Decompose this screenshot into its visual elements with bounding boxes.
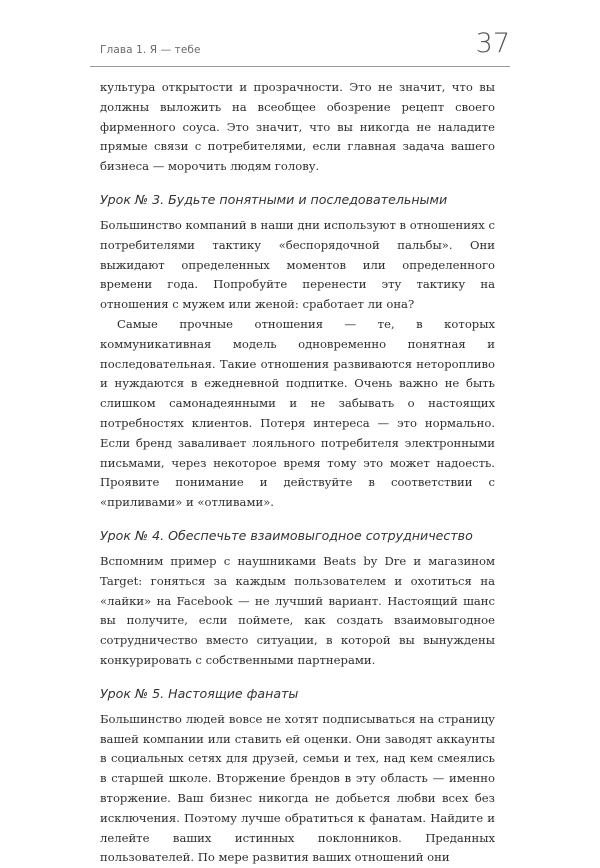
lesson-3-paragraph-2: Самые прочные отношения — те, в которых коммуникативная модель одновременно понятная и последовательная. Такие отношения развиваются неторопливо и нуждаются в ежедневной подпитке. Очень важно не быть слишком самонадеянными и не забывать о настоящих потребностях клиентов. Потеря интереса — это нормально. Если бренд заваливает лояльного потребителя электронными письмами, через некоторое время тому это может надоесть. Проявите понимание и действуйте в соответствии с «приливами» и «отливами».	[100, 316, 495, 510]
paragraph-intro: культура открытости и прозрачности. Это не значит, что вы должны выложить на всеобщее обозрение рецепт своего фирменного соуса. Это значит, что вы никогда не наладите прямые связи с потребителями, если главная задача вашего бизнеса — морочить людям голову.	[100, 80, 495, 174]
lesson-3-paragraph-1: Большинство компаний в наши дни используют в отношениях с потребителями тактику «беспорядочной пальбы». Они выжидают определенных моментов или определенного времени года. Попробуйте перенести эту тактику на отношения с мужем или женой: сработает ли она?	[100, 217, 495, 312]
lesson-5-heading: Урок № 5. Настоящие фанаты	[100, 685, 299, 701]
header-rule	[90, 66, 510, 67]
page-number: 37	[475, 28, 510, 59]
running-head: Глава 1. Я — тебе	[100, 44, 201, 56]
lesson-4-paragraph-1: Вспомним пример с наушниками Beats by Dre и магазином Target: гоняться за каждым пользователем и охотиться на «лайки» на Facebook — не лучший вариант. Настоящий шанс вы получите, если поймете, как создать взаимовыгодное сотрудничество вместо ситуации, в которой вы вынуждены конкурировать с собственными партнерами.	[100, 553, 495, 667]
lesson-5-paragraph-1: Большинство людей вовсе не хотят подписываться на страницу вашей компании или ставить ей оценки. Они заводят аккаунты в социальных сетях для друзей, семьи и тех, над кем смеялись в старшей школе. Вторжение брендов в эту область — именно вторжение. Ваш бизнес никогда не добьется любви всех без исключения. Поэтому лучше обратиться к фанатам. Найдите и лелейте ваших истинных поклонников. Преданных пользователей. По мере развития ваших отношений они	[100, 711, 495, 865]
lesson-4-heading: Урок № 4. Обеспечьте взаимовыгодное сотрудничество	[100, 527, 473, 543]
lesson-3-heading: Урок № 3. Будьте понятными и последовательными	[100, 191, 448, 207]
